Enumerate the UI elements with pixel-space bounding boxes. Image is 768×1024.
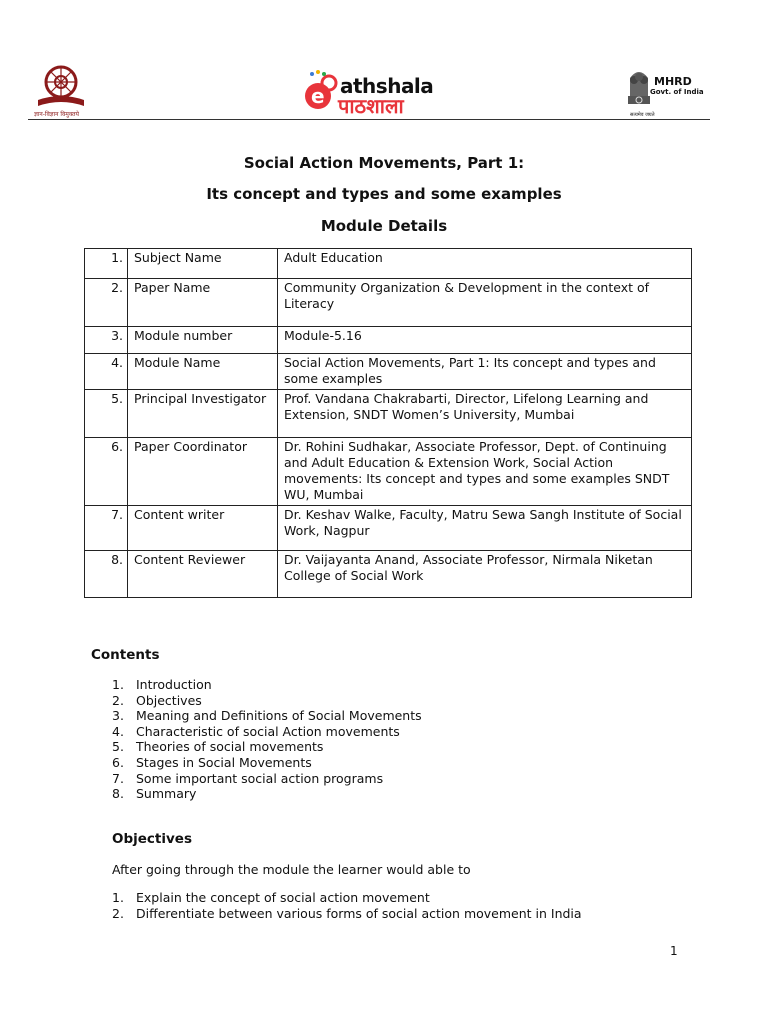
list-text: Some important social action programs (136, 770, 384, 786)
module-details-table (84, 248, 692, 598)
table-row (85, 279, 692, 327)
row-value: Prof. Vandana Chakrabarti, Director, Lifelong Learning and Extension, SNDT Women’s University, Mumbai (278, 390, 692, 438)
table-row (85, 249, 692, 279)
list-item (112, 677, 422, 693)
row-number: 3. (85, 327, 128, 354)
list-text: Theories of social movements (136, 739, 324, 755)
row-key: Principal Investigator (128, 390, 278, 438)
objectives-list (112, 890, 582, 921)
document-title: Social Action Movements, Part 1: (243, 154, 525, 172)
row-key: Paper Name (128, 279, 278, 327)
table-row (85, 327, 692, 354)
list-item (112, 771, 422, 787)
row-number: 8. (85, 551, 128, 598)
list-text: Objectives (136, 692, 202, 708)
mhrd-subtitle: Govt. of India (650, 88, 704, 96)
list-item (112, 906, 582, 922)
list-text: Differentiate between various forms of social action movement in India (136, 905, 582, 921)
row-number: 5. (85, 390, 128, 438)
list-number: 8. (112, 786, 124, 802)
table-row (85, 354, 692, 390)
list-item (112, 708, 422, 724)
row-number: 4. (85, 354, 128, 390)
row-key: Content writer (128, 506, 278, 551)
mhrd-title: MHRD (654, 75, 692, 88)
row-number: 1. (85, 249, 128, 279)
module-details-heading: Module Details (320, 217, 448, 235)
svg-text:e: e (311, 84, 325, 108)
row-key: Content Reviewer (128, 551, 278, 598)
row-value: Social Action Movements, Part 1: Its concept and types and some examples (278, 354, 692, 390)
row-value: Dr. Rohini Sudhakar, Associate Professor, Dept. of Continuing and Adult Education & Extension Work, Social Action movements: Its concept and types and some examples SNDT WU, Mumbai (278, 438, 692, 506)
list-number: 3. (112, 708, 124, 724)
list-text: Stages in Social Movements (136, 754, 312, 770)
row-key: Module Name (128, 354, 278, 390)
row-value: Module-5.16 (278, 327, 692, 354)
row-key: Paper Coordinator (128, 438, 278, 506)
page-header (0, 0, 768, 125)
list-text: Summary (136, 786, 197, 802)
contents-list (112, 677, 422, 802)
row-value: Adult Education (278, 249, 692, 279)
table-row (85, 390, 692, 438)
mhrd-motto: सत्यमेव जयते (630, 112, 655, 118)
list-item (112, 755, 422, 771)
list-number: 7. (112, 770, 124, 786)
list-text: Introduction (136, 677, 212, 692)
list-number: 2. (112, 905, 124, 921)
list-item (112, 786, 422, 802)
list-item (112, 739, 422, 755)
row-value: Community Organization & Development in the context of Literacy (278, 279, 692, 327)
list-number: 5. (112, 739, 124, 755)
document-subtitle: Its concept and types and some examples (206, 185, 562, 203)
header-divider (28, 119, 710, 120)
row-value: Dr. Vaijayanta Anand, Associate Professor, Nirmala Niketan College of Social Work (278, 551, 692, 598)
list-text: Characteristic of social Action movements (136, 723, 400, 739)
list-number: 1. (112, 890, 124, 905)
row-number: 6. (85, 438, 128, 506)
table-row (85, 551, 692, 598)
list-text: Explain the concept of social action movement (136, 890, 430, 905)
row-number: 7. (85, 506, 128, 551)
table-row (85, 438, 692, 506)
epathshala-english-text: athshala (340, 74, 434, 98)
list-item (112, 693, 422, 709)
list-number: 4. (112, 723, 124, 739)
contents-heading: Contents (91, 647, 160, 663)
list-number: 2. (112, 692, 124, 708)
table-row (85, 506, 692, 551)
list-item (112, 890, 582, 906)
row-key: Module number (128, 327, 278, 354)
epathshala-hindi-text: पाठशाला (338, 94, 404, 118)
list-number: 6. (112, 754, 124, 770)
row-key: Subject Name (128, 249, 278, 279)
page-number: 1 (670, 944, 678, 958)
ugc-tagline: ज्ञान-विज्ञान विमुक्तये (34, 111, 80, 118)
list-text: Meaning and Definitions of Social Movements (136, 708, 422, 724)
row-number: 2. (85, 279, 128, 327)
objectives-heading: Objectives (112, 831, 192, 847)
list-number: 1. (112, 677, 124, 692)
objectives-intro: After going through the module the learner would able to (112, 862, 471, 877)
list-item (112, 724, 422, 740)
row-value: Dr. Keshav Walke, Faculty, Matru Sewa Sangh Institute of Social Work, Nagpur (278, 506, 692, 551)
